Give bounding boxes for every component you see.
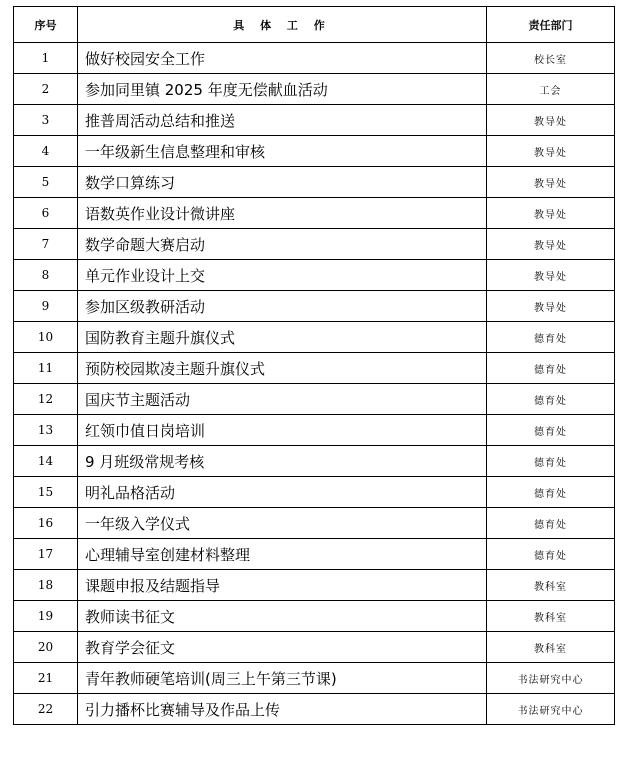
table-row [14, 446, 615, 477]
row-task: 推普周活动总结和推送 [78, 105, 487, 136]
row-index: 9 [14, 291, 78, 322]
table-row [14, 601, 615, 632]
table-row [14, 539, 615, 570]
row-dept: 德育处 [487, 322, 615, 353]
row-index: 19 [14, 601, 78, 632]
table-row [14, 260, 615, 291]
table-row [14, 198, 615, 229]
row-task: 做好校园安全工作 [78, 43, 487, 74]
header-row [14, 7, 615, 43]
row-index: 14 [14, 446, 78, 477]
table-row [14, 167, 615, 198]
table-row [14, 508, 615, 539]
table-row [14, 229, 615, 260]
row-dept: 教导处 [487, 198, 615, 229]
row-task: 国庆节主题活动 [78, 384, 487, 415]
table-body [14, 43, 615, 725]
row-dept: 校长室 [487, 43, 615, 74]
table-row [14, 415, 615, 446]
header-dept: 责任部门 [487, 7, 615, 43]
row-task: 教育学会征文 [78, 632, 487, 663]
row-dept: 教导处 [487, 136, 615, 167]
row-index: 22 [14, 694, 78, 725]
table-row [14, 291, 615, 322]
row-task: 预防校园欺凌主题升旗仪式 [78, 353, 487, 384]
row-task: 国防教育主题升旗仪式 [78, 322, 487, 353]
row-index: 8 [14, 260, 78, 291]
table-row [14, 663, 615, 694]
row-index: 5 [14, 167, 78, 198]
row-task: 明礼品格活动 [78, 477, 487, 508]
row-index: 12 [14, 384, 78, 415]
row-index: 10 [14, 322, 78, 353]
row-task: 心理辅导室创建材料整理 [78, 539, 487, 570]
row-task: 青年教师硬笔培训(周三上午第三节课) [78, 663, 487, 694]
row-dept: 教导处 [487, 167, 615, 198]
header-task: 具 体 工 作 [78, 7, 487, 43]
row-dept: 德育处 [487, 508, 615, 539]
table-row [14, 632, 615, 663]
row-task: 单元作业设计上交 [78, 260, 487, 291]
table-row [14, 694, 615, 725]
table-row [14, 74, 615, 105]
row-index: 1 [14, 43, 78, 74]
row-index: 15 [14, 477, 78, 508]
row-dept: 教科室 [487, 570, 615, 601]
row-index: 21 [14, 663, 78, 694]
row-task: 数学命题大赛启动 [78, 229, 487, 260]
row-task: 一年级新生信息整理和审核 [78, 136, 487, 167]
row-index: 2 [14, 74, 78, 105]
row-dept: 德育处 [487, 477, 615, 508]
row-task: 参加区级教研活动 [78, 291, 487, 322]
row-dept: 教导处 [487, 105, 615, 136]
work-schedule-table [13, 6, 615, 725]
row-task: 课题申报及结题指导 [78, 570, 487, 601]
row-dept: 教导处 [487, 229, 615, 260]
table-row [14, 322, 615, 353]
row-task: 一年级入学仪式 [78, 508, 487, 539]
row-dept: 书法研究中心 [487, 663, 615, 694]
table-row [14, 477, 615, 508]
row-index: 20 [14, 632, 78, 663]
row-task: 教师读书征文 [78, 601, 487, 632]
table-row [14, 43, 615, 74]
row-index: 3 [14, 105, 78, 136]
row-dept: 书法研究中心 [487, 694, 615, 725]
header-index: 序号 [14, 7, 78, 43]
row-dept: 教导处 [487, 260, 615, 291]
row-dept: 德育处 [487, 384, 615, 415]
row-task: 红领巾值日岗培训 [78, 415, 487, 446]
row-task: 9 月班级常规考核 [78, 446, 487, 477]
row-index: 6 [14, 198, 78, 229]
row-task: 语数英作业设计微讲座 [78, 198, 487, 229]
row-dept: 德育处 [487, 353, 615, 384]
row-task: 引力播杯比赛辅导及作品上传 [78, 694, 487, 725]
row-dept: 德育处 [487, 415, 615, 446]
row-index: 17 [14, 539, 78, 570]
table-row [14, 353, 615, 384]
table-row [14, 570, 615, 601]
row-dept: 工会 [487, 74, 615, 105]
table-row [14, 384, 615, 415]
table-header [14, 7, 615, 43]
row-dept: 德育处 [487, 446, 615, 477]
row-index: 4 [14, 136, 78, 167]
row-dept: 教导处 [487, 291, 615, 322]
row-index: 7 [14, 229, 78, 260]
row-task: 参加同里镇 2025 年度无偿献血活动 [78, 74, 487, 105]
row-dept: 德育处 [487, 539, 615, 570]
table-row [14, 136, 615, 167]
row-dept: 教科室 [487, 601, 615, 632]
row-index: 16 [14, 508, 78, 539]
table-row [14, 105, 615, 136]
row-index: 18 [14, 570, 78, 601]
row-index: 11 [14, 353, 78, 384]
row-task: 数学口算练习 [78, 167, 487, 198]
row-dept: 教科室 [487, 632, 615, 663]
row-index: 13 [14, 415, 78, 446]
